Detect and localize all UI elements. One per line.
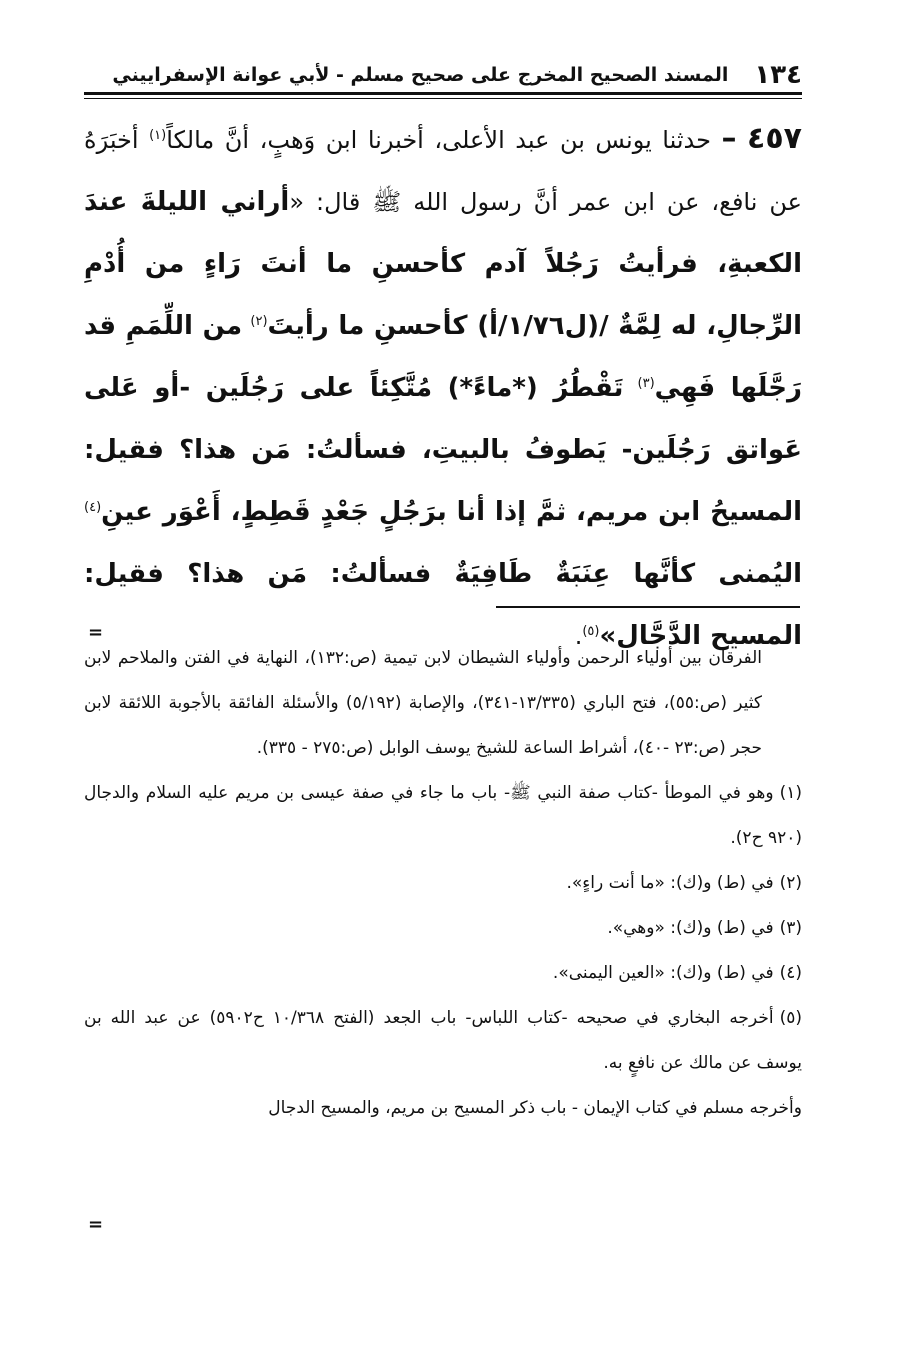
header-rule-thick [84, 92, 802, 95]
footnote-number: (٣) [779, 918, 802, 938]
continues-mark: = [88, 1214, 104, 1235]
footnote-text: في (ط) و(ك): «ما أنت راءٍ». [566, 873, 774, 893]
footnote-separator [496, 606, 800, 608]
footnote-number: (٤) [779, 963, 802, 983]
footnote-text: أخرجه البخاري في صحيحه -كتاب اللباس- باب الجعد (الفتح ١٠/٣٦٨ ح٥٩٠٢) عن عبد الله بن يوسف عن مالك عن نافعٍ به. [84, 1008, 802, 1073]
footnote-ref-1: (١) [149, 128, 167, 143]
footnote-ref-4: (٤) [84, 500, 102, 515]
footnotes [84, 636, 802, 1131]
isnad-part-1: حدثنا يونس بن عبد الأعلى، أخبرنا ابن وَهبٍ، أنَّ مالكاً [166, 126, 711, 154]
continuation-mark: = [88, 622, 104, 643]
footnote-ref-2: (٢) [250, 314, 268, 329]
hadith-text [84, 108, 802, 667]
footnote-4 [84, 951, 802, 996]
footnote-continuation: الفرقان بين أولياء الرحمن وأولياء الشيطان لابن تيمية (ص:١٣٢)، النهاية في الفتن والملاحم لابن كثير (ص:٥٥)، فتح الباري (١٣/٣٣٥-٣٤١)، والإصابة (٥/١٩٢) والأسئلة الفائقة بالأجوبة اللائقة لابن حجر (ص:٢٣ -٤٠)، أشراط الساعة للشيخ يوسف الوابل (ص:٢٧٥ - ٣٣٥). [84, 648, 762, 758]
footnote-number: (١) [779, 783, 802, 803]
footnote-2 [84, 861, 802, 906]
matn-part-4: اليُمنى كأنَّها عِنَبَةٌ طَافِيَةٌ فسألتُ: مَن هذا؟ فقيل: المسيح الدَّجَّال» [84, 559, 802, 651]
page-header [82, 56, 802, 90]
footnote-5-extra: وأخرجه مسلم في كتاب الإيمان - باب ذكر المسيح بن مريم، والمسيح الدجال [268, 1098, 802, 1118]
footnote-number: (٢) [779, 873, 802, 893]
hadith-end: . [574, 622, 583, 650]
footnote-ref-5: (٥) [582, 624, 600, 639]
footnote-3 [84, 906, 802, 951]
hadith-number: ٤٥٧ [747, 121, 802, 156]
matn-part-1: أراني الليلةَ عندَ الكعبةِ، فرأيتُ رَجُلاً آدم كأحسنِ ما أنتَ رَاءٍ من أُدْمِ الرِّجالِ، له لِمَّةٌ /(ل١/٧٦/أ) كأحسنِ ما رأيتَ [84, 187, 803, 341]
matn-part-2: من اللِّمَمِ قد رَجَّلَها فَهِي [84, 311, 802, 403]
header-rule-thin [84, 98, 802, 99]
footnote-1 [84, 771, 802, 861]
isnad-part-2: أخبَرَهُ عن نافع، عن ابن عمر أنَّ رسول الله ﷺ قال: « [84, 126, 802, 216]
footnote-ref-3: (٣) [637, 376, 655, 391]
hadith-dash: – [721, 121, 737, 156]
footnote-text: في (ط) و(ك): «وهي». [607, 918, 774, 938]
page-number: ١٣٤ [754, 60, 802, 90]
footnote-number: (٥) [779, 1008, 802, 1028]
footnote-text: وهو في الموطأ -كتاب صفة النبي ﷺ- باب ما جاء في صفة عيسى بن مريم عليه السلام والدجال (٩٢٠ ح٢). [84, 783, 802, 848]
matn-part-3: تَقْطُرُ (*ماءً*) مُتَّكِئاً على رَجُلَين -أو عَلى عَواتق رَجُلَين- يَطوفُ بالبيتِ، فسألتُ: مَن هذا؟ فقيل: المسيحُ ابن مريم، ثمَّ إذا أنا برَجُلٍ جَعْدٍ قَطِطٍ، أَعْوَر عينِ [84, 373, 802, 527]
footnote-text: في (ط) و(ك): «العين اليمنى». [552, 963, 774, 983]
running-title: المسند الصحيح المخرج على صحيح مسلم - لأبي عوانة الإسفراييني [112, 64, 729, 86]
footnote-5 [84, 996, 802, 1086]
